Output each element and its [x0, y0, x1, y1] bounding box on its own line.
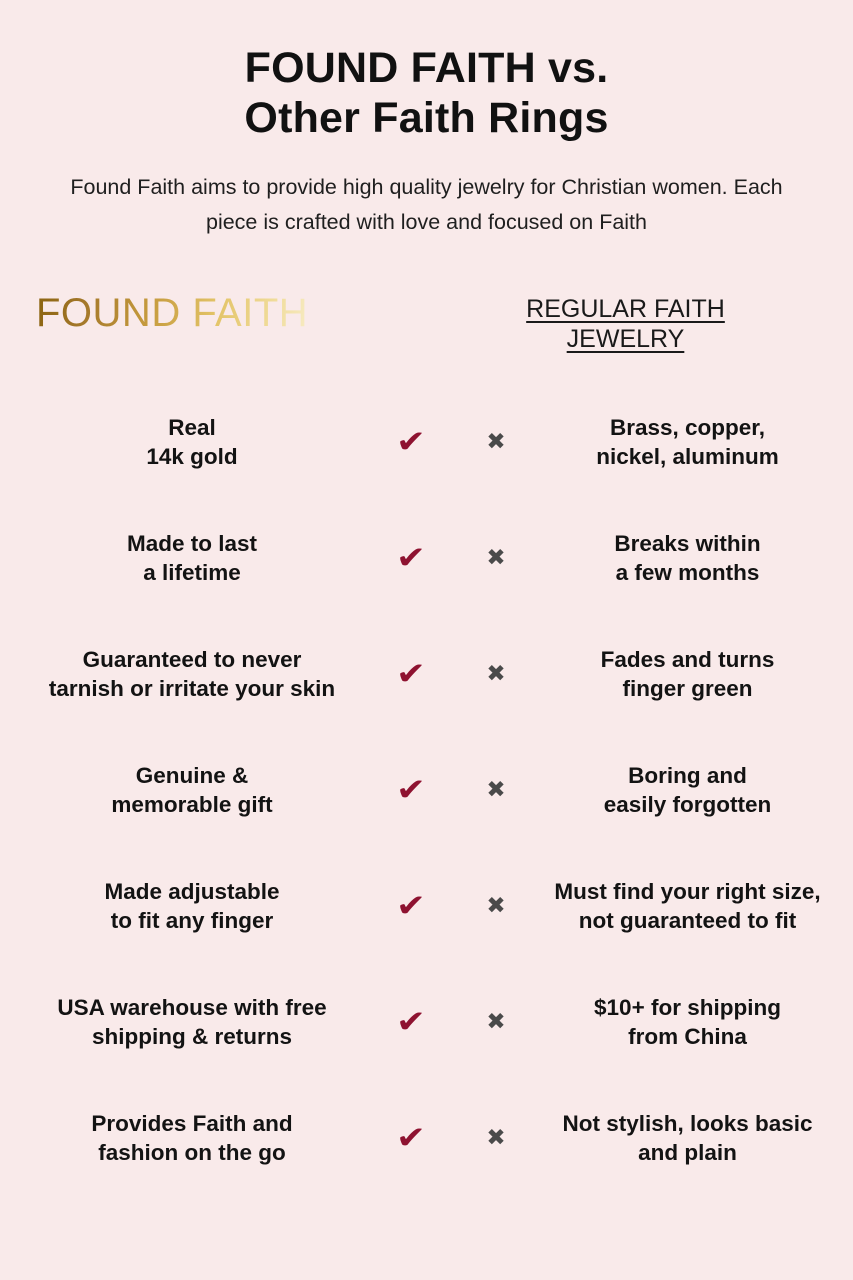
check-icon: ✔ — [396, 539, 426, 576]
row-right-line2: and plain — [638, 1140, 737, 1166]
row-left-line1: Made to last — [126, 530, 258, 556]
row-left-line2: tarnish or irritate your skin — [48, 676, 336, 702]
row-left-line1: Provides Faith and — [91, 1110, 293, 1136]
row-left-line2: a lifetime — [143, 560, 241, 586]
check-icon: ✔ — [396, 771, 426, 808]
check-icon: ✔ — [396, 1003, 426, 1040]
regular-jewelry-label-line1: REGULAR FAITH — [526, 295, 725, 324]
table-row — [16, 964, 837, 1080]
row-right-line2: finger green — [622, 676, 753, 702]
row-right-text — [538, 761, 837, 820]
comparison-table — [0, 384, 853, 1196]
row-check-cell — [368, 887, 454, 924]
row-right-line1: Brass, copper, — [609, 414, 766, 440]
row-right-line1: Breaks within — [614, 530, 761, 556]
cross-icon: ✖ — [486, 544, 506, 571]
regular-jewelry-label-line2: JEWELRY — [566, 324, 685, 353]
row-cross-cell — [454, 892, 538, 919]
cross-icon: ✖ — [486, 892, 506, 919]
row-right-text — [538, 529, 837, 588]
row-cross-cell — [454, 776, 538, 803]
check-icon: ✔ — [396, 1119, 426, 1156]
page-title — [0, 0, 853, 144]
found-faith-logo-text: FOUND FAITH — [36, 291, 309, 336]
row-left-text — [16, 1109, 368, 1168]
cross-icon: ✖ — [486, 776, 506, 803]
page-subtitle — [0, 144, 853, 240]
check-icon: ✔ — [396, 655, 426, 692]
row-right-text — [538, 645, 837, 704]
table-row — [16, 616, 837, 732]
row-left-line2: memorable gift — [111, 792, 273, 818]
cross-icon: ✖ — [486, 1008, 506, 1035]
table-row — [16, 500, 837, 616]
page-subtitle-line2: women. Each piece is crafted with love and focused on Faith — [205, 174, 783, 234]
row-left-text — [16, 761, 368, 820]
row-left-line1: Guaranteed to never — [82, 646, 302, 672]
row-right-line2: from China — [628, 1024, 747, 1050]
table-row — [16, 732, 837, 848]
row-right-line1: Not stylish, looks basic — [562, 1110, 813, 1136]
row-check-cell — [368, 1003, 454, 1040]
row-right-line1: $10+ for shipping — [594, 994, 781, 1020]
cross-icon: ✖ — [486, 428, 506, 455]
regular-jewelry-label — [426, 295, 825, 354]
row-right-line1: Boring and — [628, 762, 747, 788]
row-check-cell — [368, 423, 454, 460]
page-title-line1: FOUND FAITH vs. — [244, 44, 609, 92]
row-right-text — [538, 993, 837, 1052]
row-left-text — [16, 993, 368, 1052]
row-left-text — [16, 413, 368, 472]
row-right-line1: Fades and turns — [600, 646, 775, 672]
row-cross-cell — [454, 544, 538, 571]
row-cross-cell — [454, 428, 538, 455]
row-right-line2: nickel, aluminum — [596, 444, 779, 470]
row-check-cell — [368, 655, 454, 692]
row-left-line2: shipping & returns — [91, 1024, 292, 1050]
page-subtitle-line1: Found Faith aims to provide high quality jewelry for Christian — [70, 174, 647, 199]
row-right-line2: easily forgotten — [603, 792, 772, 818]
table-row — [16, 1080, 837, 1196]
column-headers — [0, 239, 853, 354]
row-cross-cell — [454, 1124, 538, 1151]
row-right-text — [538, 413, 837, 472]
row-right-text — [538, 877, 837, 936]
row-left-text — [16, 529, 368, 588]
cross-icon: ✖ — [486, 1124, 506, 1151]
table-row — [16, 384, 837, 500]
cross-icon: ✖ — [486, 660, 506, 687]
row-left-text — [16, 877, 368, 936]
row-check-cell — [368, 1119, 454, 1156]
row-right-line1: Must find your right size, — [554, 878, 821, 904]
row-left-line1: Genuine & — [135, 762, 249, 788]
check-icon: ✔ — [396, 887, 426, 924]
row-check-cell — [368, 539, 454, 576]
row-left-line2: 14k gold — [146, 444, 238, 470]
page-title-line2: Other Faith Rings — [244, 93, 609, 142]
row-left-line1: USA warehouse with free — [57, 994, 327, 1020]
column-header-left — [0, 291, 426, 336]
column-header-right — [426, 291, 853, 354]
row-left-line2: fashion on the go — [98, 1140, 286, 1166]
row-check-cell — [368, 771, 454, 808]
row-cross-cell — [454, 660, 538, 687]
row-right-line2: a few months — [615, 560, 760, 586]
check-icon: ✔ — [396, 423, 426, 460]
row-left-line1: Real — [168, 414, 216, 440]
row-right-line2: not guaranteed to fit — [578, 908, 797, 934]
row-cross-cell — [454, 1008, 538, 1035]
row-right-text — [538, 1109, 837, 1168]
row-left-line2: to fit any finger — [110, 908, 274, 934]
row-left-text — [16, 645, 368, 704]
table-row — [16, 848, 837, 964]
row-left-line1: Made adjustable — [104, 878, 280, 904]
